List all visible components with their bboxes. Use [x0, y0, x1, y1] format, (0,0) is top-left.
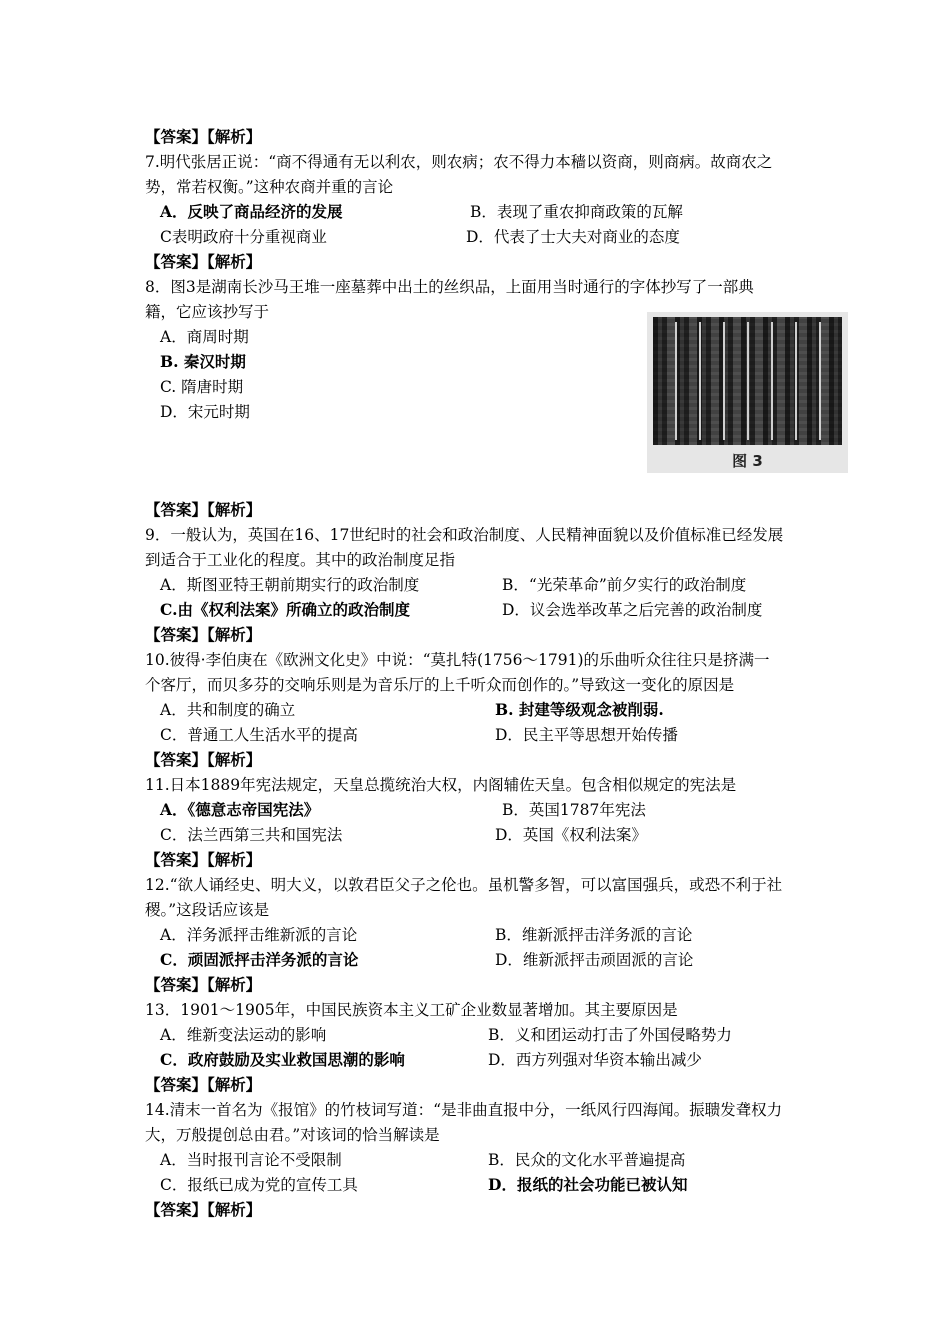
answer-label: 【答案】【解析】	[145, 500, 262, 519]
q10-option-b: B. 封建等级观念被削弱.	[495, 700, 664, 719]
q13-option-b: B．义和团运动打击了外国侵略势力	[488, 1026, 732, 1044]
q12-stem-line1: 12.“欲人诵经史、明大义，以敦君臣父子之伦也。虽机警多智，可以富国强兵，或恐不利于社	[145, 876, 783, 894]
q11-option-b: B．英国1787年宪法	[502, 801, 646, 819]
silk-manuscript-figure	[647, 312, 848, 473]
q11-stem-line1: 11.日本1889年宪法规定，天皇总揽统治大权，内阁辅佐天皇。包含相似规定的宪法是	[145, 776, 737, 794]
answer-label: 【答案】【解析】	[145, 252, 262, 271]
q7-stem-line1: 7.明代张居正说：“商不得通有无以利农，则农病；农不得力本穑以资商，则商病。故商农之	[145, 153, 773, 171]
answer-label: 【答案】【解析】	[145, 975, 262, 994]
q14-option-c: C．报纸已成为党的宣传工具	[160, 1176, 358, 1194]
figure-caption: 图 3	[732, 452, 763, 470]
q11-option-c: C．法兰西第三共和国宪法	[160, 826, 343, 844]
q14-stem-line2: 大，万般提创总由君。”对该词的恰当解读是	[145, 1126, 440, 1144]
q13-option-d: D．西方列强对华资本输出减少	[488, 1051, 702, 1069]
q13-option-a: A．维新变法运动的影响	[160, 1026, 327, 1044]
answer-label: 【答案】【解析】	[145, 850, 262, 869]
q8-stem-line1: 8．图3是湖南长沙马王堆一座墓葬中出土的丝织品，上面用当时通行的字体抄写了一部典	[145, 278, 754, 296]
q9-option-d: D．议会选举改革之后完善的政治制度	[502, 601, 763, 619]
q9-option-c: C.由《权利法案》所确立的政治制度	[160, 600, 410, 619]
q14-option-d: D．报纸的社会功能已被认知	[488, 1175, 688, 1194]
answer-label: 【答案】【解析】	[145, 750, 262, 769]
q10-stem-line2: 个客厅，而贝多芬的交响乐则是为音乐厅的上千听众而创作的。”导致这一变化的原因是	[145, 676, 735, 694]
q14-option-b: B．民众的文化水平普遍提高	[488, 1151, 686, 1169]
q13-stem-line1: 13．1901～1905年，中国民族资本主义工矿企业数显著增加。其主要原因是	[145, 1001, 678, 1019]
q8-option-d: D．宋元时期	[160, 403, 250, 421]
silk-manuscript-image	[653, 317, 842, 445]
q12-stem-line2: 稷。”这段话应该是	[145, 901, 270, 919]
q7-option-a: A．反映了商品经济的发展	[160, 202, 343, 221]
answer-label: 【答案】【解析】	[145, 1075, 262, 1094]
q8-option-c: C. 隋唐时期	[160, 378, 244, 396]
q11-option-a: A．《德意志帝国宪法》	[160, 800, 320, 819]
q8-option-b: B. 秦汉时期	[160, 352, 246, 371]
q12-option-d: D．维新派抨击顽固派的言论	[495, 951, 694, 969]
q8-option-a: A．商周时期	[160, 328, 249, 346]
q13-option-c: C．政府鼓励及实业救国思潮的影响	[160, 1050, 405, 1069]
q14-option-a: A．当时报刊言论不受限制	[160, 1151, 342, 1169]
q9-stem-line2: 到适合于工业化的程度。其中的政治制度足指	[145, 551, 456, 569]
q7-option-b: B．表现了重农抑商政策的瓦解	[470, 203, 683, 221]
q9-option-a: A．斯图亚特王朝前期实行的政治制度	[160, 576, 420, 594]
q11-option-d: D．英国《权利法案》	[495, 826, 647, 844]
q10-option-d: D．民主平等思想开始传播	[495, 726, 678, 744]
q10-option-c: C．普通工人生活水平的提高	[160, 726, 358, 744]
q14-stem-line1: 14.清末一首名为《报馆》的竹枝词写道：“是非曲直报中分，一纸风行四海闻。振聩发聋权力	[145, 1101, 783, 1119]
q9-option-b: B．“光荣革命”前夕实行的政治制度	[502, 576, 747, 594]
q7-option-c: C表明政府十分重视商业	[160, 228, 327, 246]
q12-option-c: C．顽固派抨击洋务派的言论	[160, 950, 359, 969]
q10-stem-line1: 10.彼得·李伯庚在《欧洲文化史》中说：“莫扎特(1756～1791)的乐曲听众往往只是挤满一	[145, 651, 770, 669]
q9-stem-line1: 9．一般认为，英国在16、17世纪时的社会和政治制度、人民精神面貌以及价值标准已经发展	[145, 526, 784, 544]
q7-stem-line2: 势，常若权衡。”这种农商并重的言论	[145, 178, 394, 196]
q12-option-a: A．洋务派抨击维新派的言论	[160, 926, 358, 944]
q10-option-a: A．共和制度的确立	[160, 701, 296, 719]
answer-label: 【答案】【解析】	[145, 1200, 262, 1219]
answer-label: 【答案】【解析】	[145, 127, 262, 146]
q8-stem-line2: 籍，它应该抄写于	[145, 303, 270, 321]
q7-option-d: D．代表了士大夫对商业的态度	[466, 228, 680, 246]
answer-label: 【答案】【解析】	[145, 625, 262, 644]
q12-option-b: B．维新派抨击洋务派的言论	[495, 926, 693, 944]
